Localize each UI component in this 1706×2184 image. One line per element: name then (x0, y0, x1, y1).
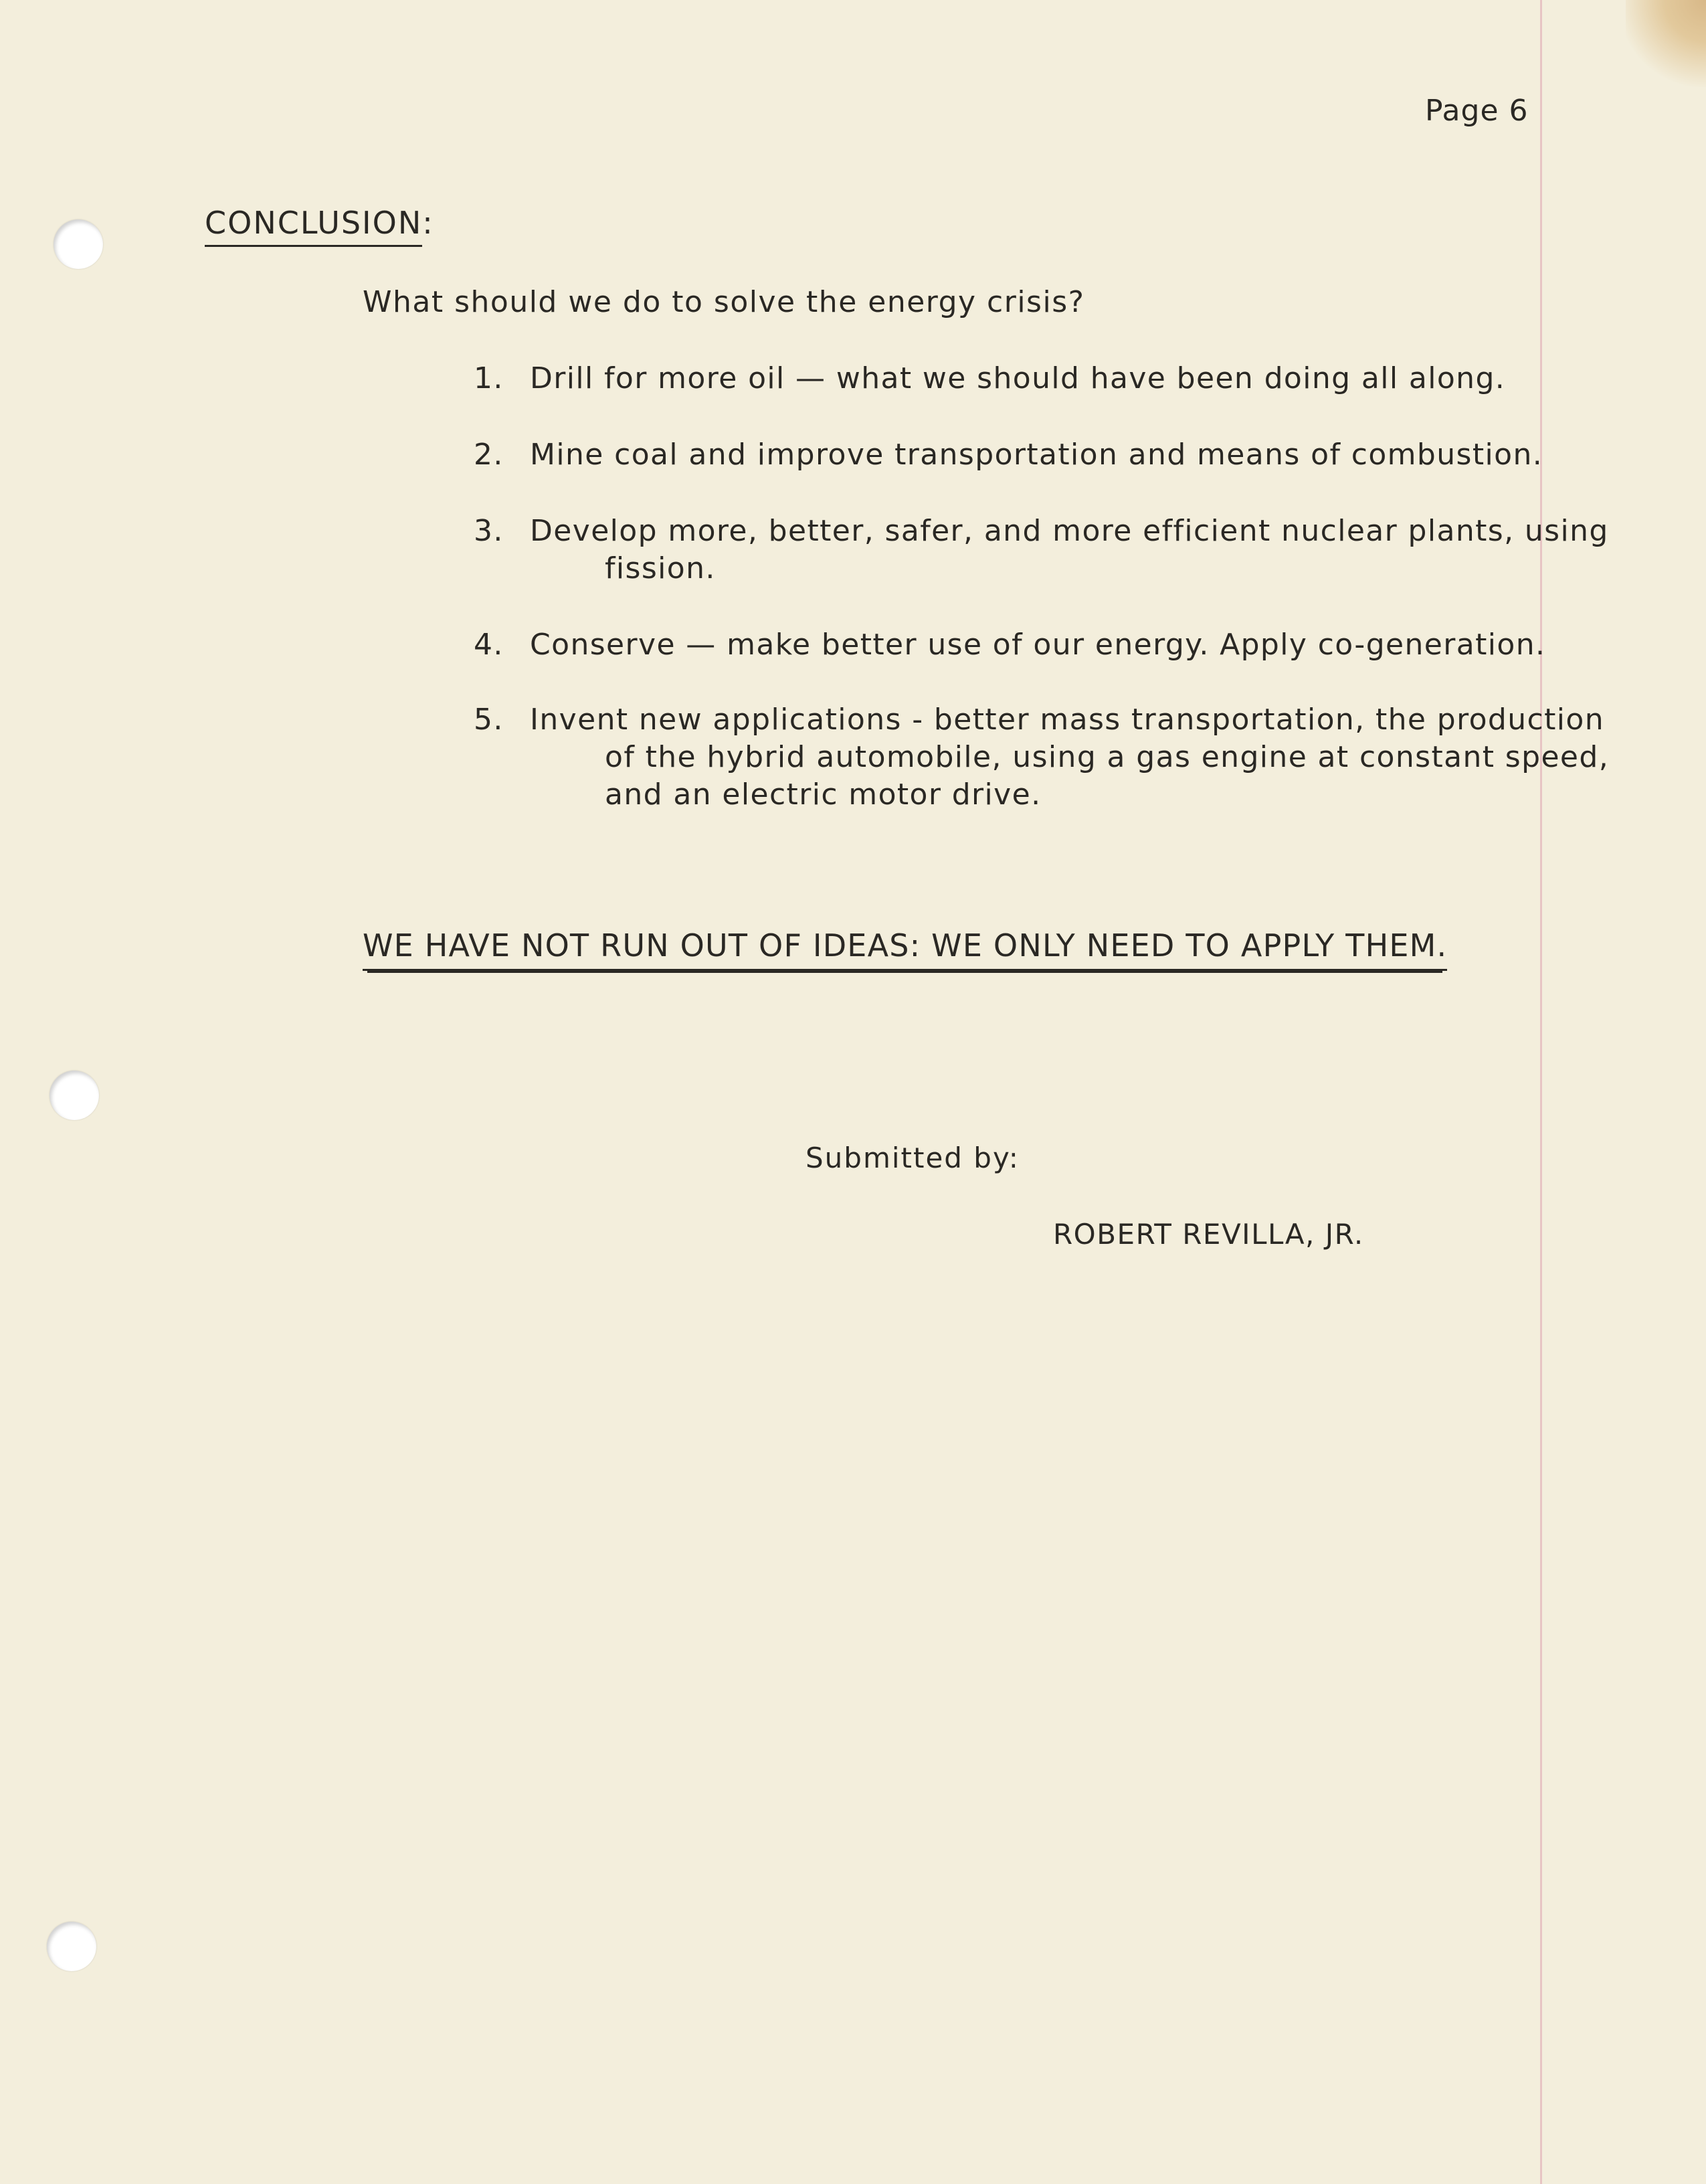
list-item-text: Develop more, better, safer, and more efficient nuclear plants, using (530, 514, 1609, 548)
list-item (474, 513, 1609, 587)
submitted-by-label: Submitted by: (805, 1142, 1020, 1174)
list-item (474, 436, 1543, 474)
list-item-text: Conserve — make better use of our energy. Apply co-generation. (530, 628, 1546, 662)
list-item-number: 3. (474, 514, 504, 548)
list-item-text: Invent new applications - better mass transportation, the production (530, 703, 1605, 737)
list-item (474, 360, 1505, 397)
punch-hole-middle (50, 1071, 99, 1120)
list-item-continuation: and an electric motor drive. (605, 778, 1042, 812)
margin-rule-line (1540, 0, 1542, 2184)
list-item-number: 5. (474, 703, 504, 737)
list-item-number: 1. (474, 361, 504, 395)
list-item-continuation: fission. (605, 551, 716, 585)
heading-text: CONCLUSION (205, 205, 422, 247)
page-number: Page 6 (1425, 94, 1529, 128)
motto-statement (363, 927, 1447, 971)
heading-suffix: : (422, 205, 434, 241)
list-item-number: 2. (474, 438, 504, 472)
author-name: ROBERT REVILLA, JR. (1053, 1218, 1364, 1251)
question-text: What should we do to solve the energy crisis? (363, 285, 1085, 319)
list-item-number: 4. (474, 628, 504, 662)
list-item-text: Mine coal and improve transportation and means of combustion. (530, 438, 1543, 472)
corner-stain (1626, 0, 1706, 87)
punch-hole-top (54, 219, 103, 269)
list-item (474, 701, 1609, 814)
punch-hole-bottom (47, 1922, 96, 1971)
list-item (474, 626, 1545, 664)
motto-text: WE HAVE NOT RUN OUT OF IDEAS: WE ONLY NEED TO APPLY THEM. (363, 927, 1447, 971)
list-item-continuation: of the hybrid automobile, using a gas engine at constant speed, (605, 740, 1610, 774)
section-heading (205, 205, 434, 247)
list-item-text: Drill for more oil — what we should have been doing all along. (530, 361, 1506, 395)
